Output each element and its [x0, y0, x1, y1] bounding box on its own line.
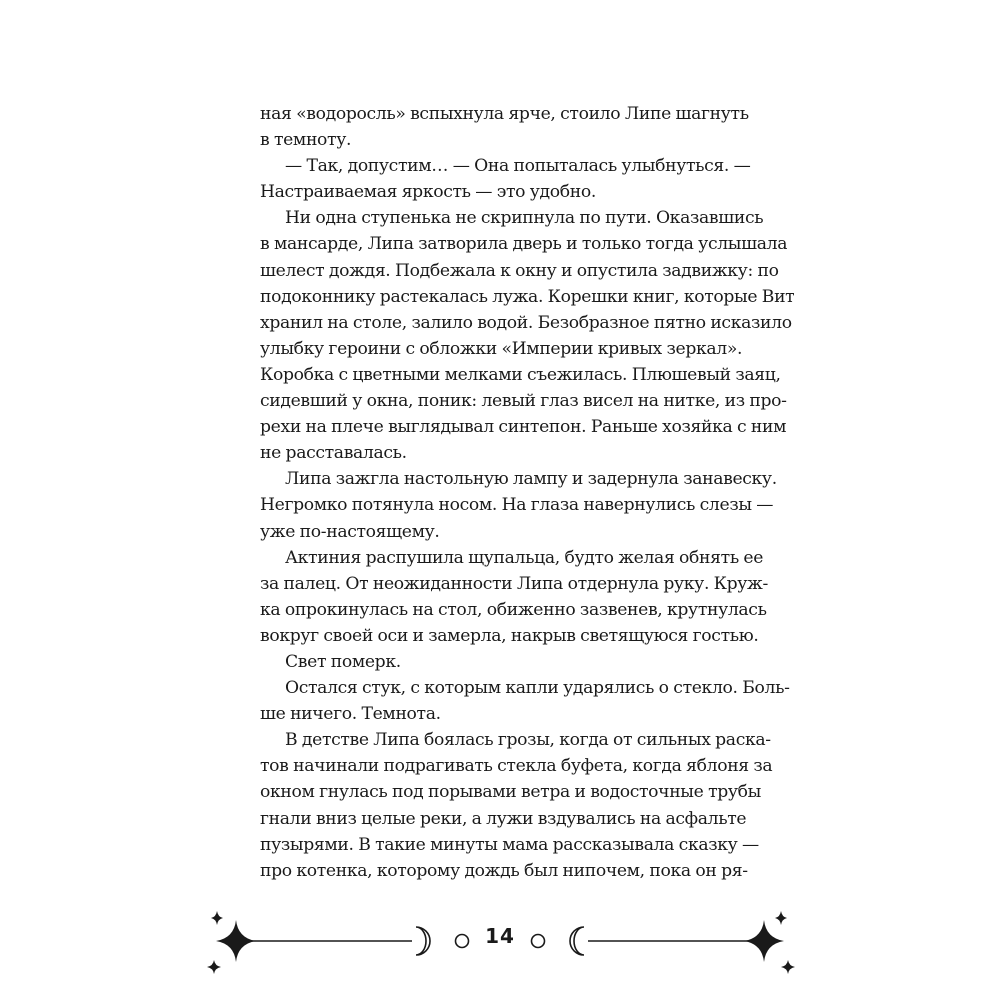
text-line: в мансарде, Липа затворила дверь и только тогда услышала: [260, 234, 788, 255]
sparkle-star-icon: [744, 920, 784, 962]
text-line: улыбку героини с обложки «Империи кривых зеркал».: [260, 338, 743, 359]
text-line: гнали вниз целые реки, а лужи вздувались на асфальте: [260, 808, 747, 829]
crescent-moon-icon: [416, 927, 430, 955]
text-line: про котенка, которому дождь был нипочем, пока он ря-: [260, 860, 748, 881]
text-line: Липа зажгла настольную лампу и задернула занавеску.: [285, 469, 777, 490]
text-line: сидевший у окна, поник: левый глаз висел на нитке, из про-: [260, 391, 787, 412]
text-line: Остался стук, с которым капли ударялись о стекло. Боль-: [285, 678, 790, 699]
sparkle-star-icon: [775, 911, 787, 925]
page-footer: [0, 900, 1000, 980]
text-line: не расставалась.: [260, 443, 407, 464]
sparkle-star-icon: [207, 960, 221, 974]
text-line: уже по-настоящему.: [260, 521, 440, 542]
sparkle-star-icon: [211, 911, 223, 925]
text-line: Ни одна ступенька не скрипнула по пути. Оказавшись: [285, 208, 764, 229]
text-line: Свет померк.: [285, 651, 401, 672]
text-line: тов начинали подрагивать стекла буфета, когда яблоня за: [260, 756, 773, 777]
text-line: хранил на столе, залило водой. Безобразное пятно исказило: [260, 312, 792, 333]
circle-icon: [532, 935, 545, 948]
text-line: — Так, допустим… — Она попыталась улыбнуться. —: [285, 156, 751, 177]
text-line: ная «водоросль» вспыхнула ярче, стоило Липе шагнуть: [260, 104, 749, 124]
body-text: [260, 101, 795, 884]
text-line: ка опрокинулась на стол, обиженно зазвенев, крутнулась: [260, 599, 767, 620]
text-line: В детстве Липа боялась грозы, когда от сильных раска-: [285, 730, 771, 751]
text-line: шелест дождя. Подбежала к окну и опустила задвижку: по: [260, 260, 779, 281]
text-line: в темноту.: [260, 130, 352, 151]
page-number: 14: [485, 924, 515, 948]
text-line: окном гнулась под порывами ветра и водосточные трубы: [260, 782, 761, 803]
text-line: Коробка с цветными мелками съежилась. Плюшевый заяц,: [260, 364, 781, 385]
crescent-moon-icon: [570, 927, 584, 955]
text-line: Негромко потянула носом. На глаза навернулись слезы —: [260, 495, 774, 516]
text-line: Настраиваемая яркость — это удобно.: [260, 182, 596, 203]
text-line: рехи на плече выглядывал синтепон. Раньше хозяйка с ним: [260, 417, 787, 438]
text-line: ше ничего. Темнота.: [260, 704, 441, 725]
text-line: вокруг своей оси и замерла, накрыв светящуюся гостью.: [260, 625, 759, 646]
sparkle-star-icon: [216, 920, 256, 962]
text-line: Актиния распушила щупальца, будто желая обнять ее: [285, 547, 764, 568]
sparkle-star-icon: [781, 960, 795, 974]
text-line: подоконнику растекалась лужа. Корешки книг, которые Вит: [260, 286, 795, 307]
text-line: пузырями. В такие минуты мама рассказывала сказку —: [260, 834, 759, 855]
text-line: за палец. От неожиданности Липа отдернула руку. Круж-: [260, 573, 768, 594]
circle-icon: [456, 935, 469, 948]
